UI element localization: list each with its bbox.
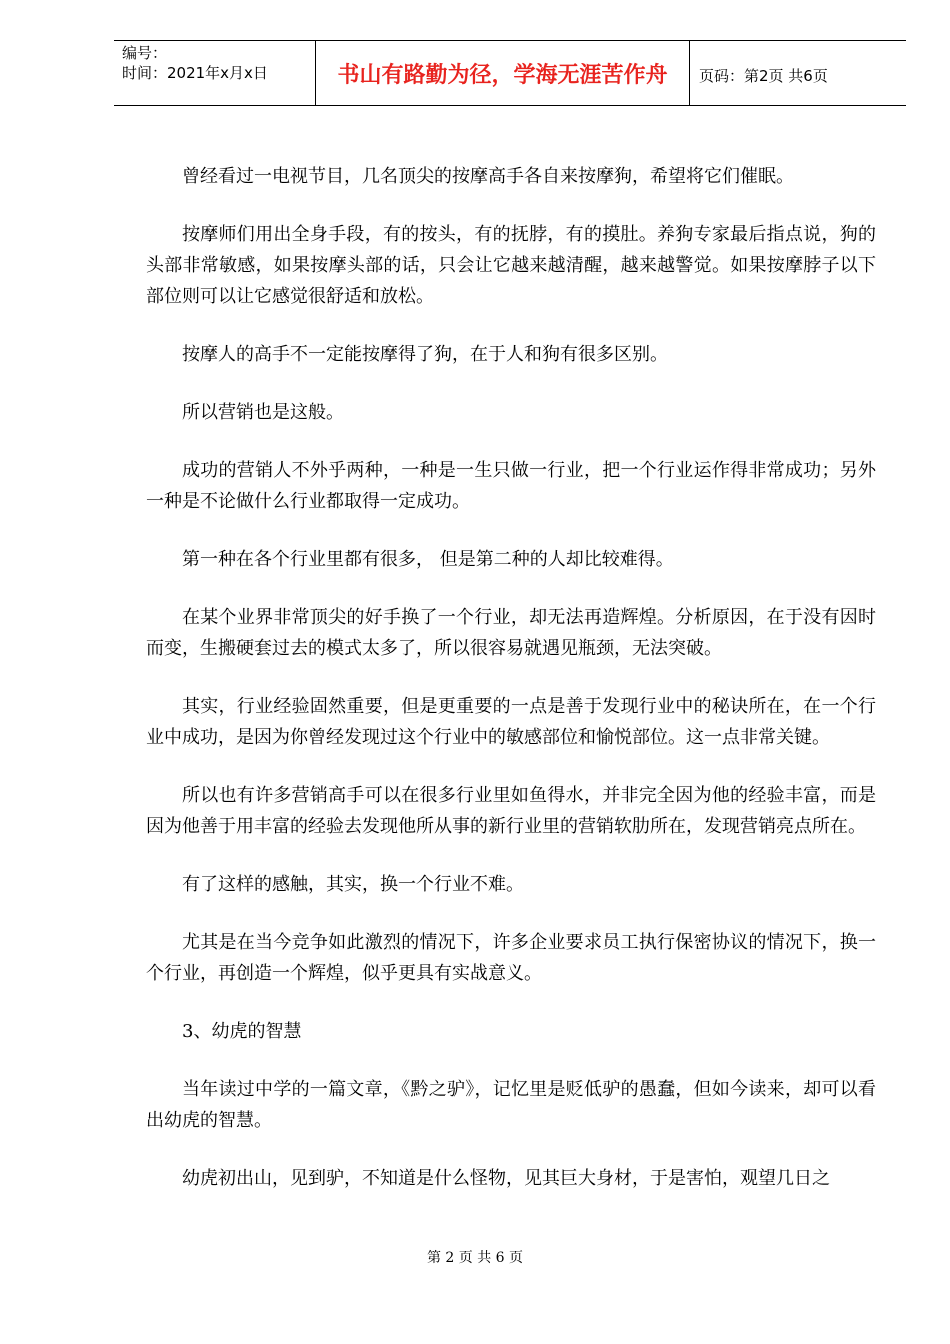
paragraph: 所以营销也是这般。 [182, 402, 344, 423]
paragraph: 按摩人的高手不一定能按摩得了狗，在于人和狗有很多区别。 [182, 344, 668, 365]
paragraph: 所以也有许多营销高手可以在很多行业里如鱼得水，并非完全因为他的经验丰富，而是因为他善于用丰富的经验去发现他所从事的新行业里的营销软肋所在，发现营销亮点所在。 [146, 785, 876, 837]
header-meta [122, 43, 268, 83]
paragraph: 在某个业界非常顶尖的好手换了一个行业，却无法再造辉煌。分析原因，在于没有因时而变，生搬硬套过去的模式太多了，所以很容易就遇见瓶颈，无法突破。 [146, 607, 876, 659]
paragraph: 尤其是在当今竞争如此激烈的情况下，许多企业要求员工执行保密协议的情况下，换一个行业，再创造一个辉煌，似乎更具有实战意义。 [146, 932, 876, 984]
paragraph: 幼虎初出山，见到驴，不知道是什么怪物，见其巨大身材，于是害怕，观望几日之 [182, 1168, 830, 1189]
document-body [146, 161, 876, 1221]
paragraph: 按摩师们用出全身手段，有的按头，有的抚脖，有的摸肚。养狗专家最后指点说，狗的头部非常敏感，如果按摩头部的话，只会让它越来越清醒，越来越警觉。如果按摩脖子以下部位则可以让它感觉很舒适和放松。 [146, 224, 876, 307]
paragraph: 成功的营销人不外乎两种，一种是一生只做一行业，把一个行业运作得非常成功；另外一种是不论做什么行业都取得一定成功。 [146, 460, 876, 512]
paragraph: 有了这样的感触，其实，换一个行业不难。 [182, 874, 524, 895]
paragraph: 第一种在各个行业里都有很多， 但是第二种的人却比较难得。 [182, 549, 674, 570]
header-page-indicator: 页码：第2页 共6页 [699, 67, 828, 85]
section-heading: 3、幼虎的智慧 [182, 1021, 302, 1042]
document-number-label: 编号： [122, 44, 168, 62]
paragraph: 当年读过中学的一篇文章，《黔之驴》，记忆里是贬低驴的愚蠢，但如今读来，却可以看出幼虎的智慧。 [146, 1079, 876, 1131]
page-header [114, 40, 906, 106]
paragraph: 曾经看过一电视节目，几名顶尖的按摩高手各自来按摩狗，希望将它们催眠。 [182, 166, 794, 187]
header-motto: 书山有路勤为径，学海无涯苦作舟 [315, 40, 690, 106]
paragraph: 其实，行业经验固然重要，但是更重要的一点是善于发现行业中的秘诀所在，在一个行业中成功，是因为你曾经发现过这个行业中的敏感部位和愉悦部位。这一点非常关键。 [146, 696, 876, 748]
document-date-label: 时间：2021年x月x日 [122, 64, 268, 82]
page-footer: 第 2 页 共 6 页 [426, 1250, 524, 1266]
